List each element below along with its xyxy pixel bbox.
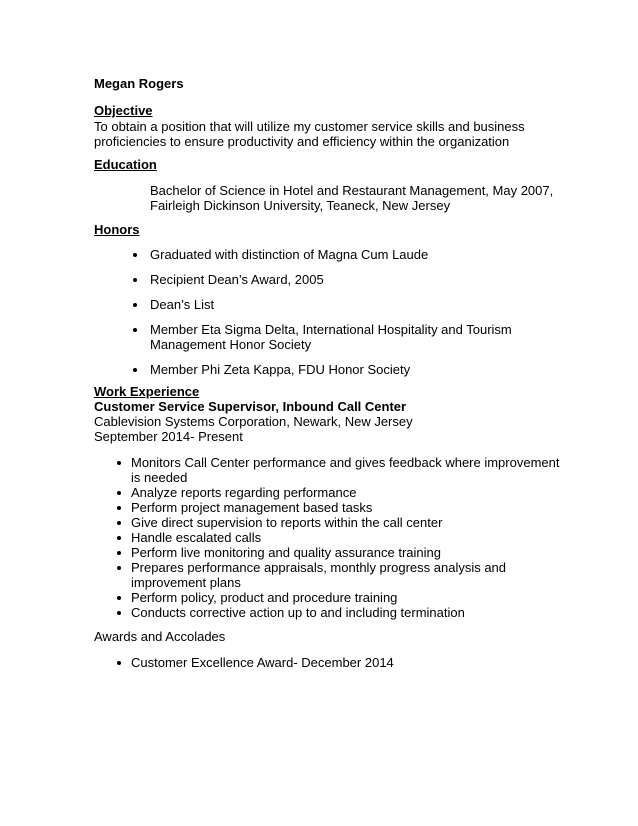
duty-item-text: Monitors Call Center performance and gives feedback where improvement: [131, 455, 560, 470]
bullet-icon: [117, 506, 121, 510]
honor-item-text: Dean’s List: [150, 297, 215, 312]
job-title: Customer Service Supervisor, Inbound Call Center: [94, 399, 407, 414]
duty-item: [131, 545, 559, 560]
duty-item-text: Perform live monitoring and quality assurance training: [131, 545, 441, 560]
honors-list: [150, 247, 512, 387]
duty-item-text: Perform project management based tasks: [131, 500, 373, 515]
bullet-icon: [117, 661, 121, 665]
duty-item-text: Prepares performance appraisals, monthly progress analysis and: [131, 560, 507, 575]
education-line-2: Fairleigh Dickinson University, Teaneck, New Jersey: [150, 198, 451, 213]
awards-heading: Awards and Accolades: [94, 629, 226, 644]
honor-item: [150, 362, 512, 377]
candidate-name: Megan Rogers: [94, 76, 184, 91]
duty-item: [131, 590, 559, 605]
bullet-icon: [133, 303, 137, 307]
honor-item: [150, 247, 512, 262]
duty-item: [131, 605, 559, 620]
awards-list: [131, 655, 394, 670]
duty-item-text: improvement plans: [131, 575, 241, 590]
duties-list: [131, 455, 559, 620]
work-experience-heading: Work Experience: [94, 384, 200, 399]
duty-item-text: Give direct supervision to reports within the call center: [131, 515, 443, 530]
education-line-1: Bachelor of Science in Hotel and Restaurant Management, May 2007,: [150, 183, 554, 198]
duty-item-text: Perform policy, product and procedure training: [131, 590, 398, 605]
duty-item-text: Conducts corrective action up to and including termination: [131, 605, 465, 620]
honors-heading: Honors: [94, 222, 140, 237]
employment-dates: September 2014- Present: [94, 429, 243, 444]
duty-item: [131, 530, 559, 545]
bullet-icon: [117, 461, 121, 465]
bullet-icon: [117, 491, 121, 495]
company: Cablevision Systems Corporation, Newark, New Jersey: [94, 414, 413, 429]
duty-item-text: Handle escalated calls: [131, 530, 262, 545]
duty-item-text: Analyze reports regarding performance: [131, 485, 357, 500]
honor-item-text: Member Phi Zeta Kappa, FDU Honor Society: [150, 362, 411, 377]
bullet-icon: [133, 328, 137, 332]
bullet-icon: [117, 536, 121, 540]
bullet-icon: [117, 521, 121, 525]
bullet-icon: [133, 278, 137, 282]
duty-item-text: is needed: [131, 470, 188, 485]
objective-line-1: To obtain a position that will utilize my customer service skills and business: [94, 119, 525, 134]
bullet-icon: [133, 253, 137, 257]
education-heading: Education: [94, 157, 157, 172]
bullet-icon: [117, 596, 121, 600]
bullet-icon: [117, 566, 121, 570]
award-item-text: Customer Excellence Award- December 2014: [131, 655, 394, 670]
honor-item: [150, 297, 512, 312]
bullet-icon: [133, 368, 137, 372]
honor-item: [150, 322, 512, 352]
bullet-icon: [117, 611, 121, 615]
duty-item: [131, 455, 559, 485]
objective-line-2: proficiencies to ensure productivity and efficiency within the organization: [94, 134, 510, 149]
bullet-icon: [117, 551, 121, 555]
award-item: [131, 655, 394, 670]
honor-item-text: Recipient Dean’s Award, 2005: [150, 272, 324, 287]
duty-item: [131, 560, 559, 590]
honor-item-text: Member Eta Sigma Delta, International Hospitality and Tourism: [150, 322, 512, 337]
objective-heading: Objective: [94, 103, 153, 118]
duty-item: [131, 500, 559, 515]
honor-item-text: Management Honor Society: [150, 337, 312, 352]
duty-item: [131, 515, 559, 530]
duty-item: [131, 485, 559, 500]
honor-item: [150, 272, 512, 287]
honor-item-text: Graduated with distinction of Magna Cum Laude: [150, 247, 429, 262]
